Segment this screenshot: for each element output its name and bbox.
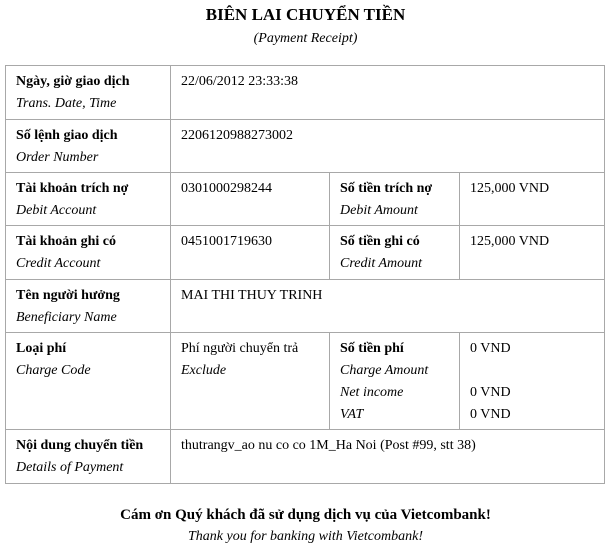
charge-code-label-en: Charge Code xyxy=(16,363,91,378)
credit-account-label-cell xyxy=(6,226,171,280)
order-number-label-cell xyxy=(6,120,171,173)
details-value-cell xyxy=(171,430,605,484)
trans-date-label-en: Trans. Date, Time xyxy=(16,96,117,111)
credit-account-label-en: Credit Account xyxy=(16,256,101,271)
net-income-value: 0 VND xyxy=(470,385,511,400)
charge-amount-value-cell xyxy=(460,333,605,430)
row-trans-date xyxy=(6,66,605,120)
credit-amount-value-cell xyxy=(460,226,605,280)
charge-amount-label-vi: Số tiền phí xyxy=(340,341,404,356)
row-debit xyxy=(6,173,605,226)
row-credit xyxy=(6,226,605,280)
details-label-cell xyxy=(6,430,171,484)
beneficiary-value: MAI THI THUY TRINH xyxy=(181,288,323,303)
thanks-message-en: Thank you for banking with Vietcombank! xyxy=(188,529,423,544)
trans-date-value-cell xyxy=(171,66,605,120)
vat-label: VAT xyxy=(340,407,364,422)
order-number-value: 2206120988273002 xyxy=(181,128,293,143)
thanks-message-vi: Cám ơn Quý khách đã sử dụng dịch vụ của Vietcombank! xyxy=(120,507,491,523)
row-details xyxy=(6,430,605,484)
details-value: thutrangv_ao nu co co 1M_Ha Noi (Post #99, stt 38) xyxy=(181,438,476,453)
beneficiary-label-vi: Tên người hưởng xyxy=(16,288,120,303)
charge-amount-label-cell xyxy=(330,333,460,430)
row-charge xyxy=(6,333,605,430)
debit-amount-label-vi: Số tiền trích nợ xyxy=(340,181,433,196)
credit-amount-label-cell xyxy=(330,226,460,280)
charge-code-value-en: Exclude xyxy=(181,363,227,378)
charge-code-value-cell xyxy=(171,333,330,430)
order-number-label-en: Order Number xyxy=(16,150,99,165)
row-beneficiary xyxy=(6,280,605,333)
vat-value: 0 VND xyxy=(470,407,511,422)
debit-amount-value: 125,000 VND xyxy=(470,181,550,196)
debit-amount-value-cell xyxy=(460,173,605,226)
beneficiary-label-cell xyxy=(6,280,171,333)
credit-amount-label-vi: Số tiền ghi có xyxy=(340,234,420,249)
credit-account-value: 0451001719630 xyxy=(181,234,272,249)
receipt-subtitle: (Payment Receipt) xyxy=(253,31,358,46)
debit-amount-label-cell xyxy=(330,173,460,226)
net-income-label: Net income xyxy=(340,385,404,400)
credit-amount-label-en: Credit Amount xyxy=(340,256,423,271)
order-number-label-vi: Số lệnh giao dịch xyxy=(16,128,118,143)
charge-code-label-cell xyxy=(6,333,171,430)
receipt-table xyxy=(5,65,605,484)
trans-date-label-cell xyxy=(6,66,171,120)
beneficiary-value-cell xyxy=(171,280,605,333)
debit-account-label-vi: Tài khoản trích nợ xyxy=(16,181,129,196)
details-label-vi: Nội dung chuyển tiền xyxy=(16,438,144,453)
credit-amount-value: 125,000 VND xyxy=(470,234,550,249)
charge-amount-spacer xyxy=(470,360,596,382)
charge-code-value-vi: Phí người chuyển trả xyxy=(181,341,299,356)
debit-account-label-cell xyxy=(6,173,171,226)
beneficiary-label-en: Beneficiary Name xyxy=(16,310,117,325)
credit-account-value-cell xyxy=(171,226,330,280)
details-label-en: Details of Payment xyxy=(16,460,124,475)
order-number-value-cell xyxy=(171,120,605,173)
debit-amount-label-en: Debit Amount xyxy=(340,203,418,218)
charge-code-label-vi: Loại phí xyxy=(16,341,67,356)
debit-account-label-en: Debit Account xyxy=(16,203,97,218)
charge-amount-label-en: Charge Amount xyxy=(340,363,429,378)
debit-account-value: 0301000298244 xyxy=(181,181,272,196)
row-order-number xyxy=(6,120,605,173)
charge-amount-value: 0 VND xyxy=(470,341,511,356)
trans-date-value: 22/06/2012 23:33:38 xyxy=(181,74,299,89)
credit-account-label-vi: Tài khoản ghi có xyxy=(16,234,116,249)
trans-date-label-vi: Ngày, giờ giao dịch xyxy=(16,74,130,89)
receipt-title: BIÊN LAI CHUYỂN TIỀN xyxy=(205,5,406,24)
debit-account-value-cell xyxy=(171,173,330,226)
